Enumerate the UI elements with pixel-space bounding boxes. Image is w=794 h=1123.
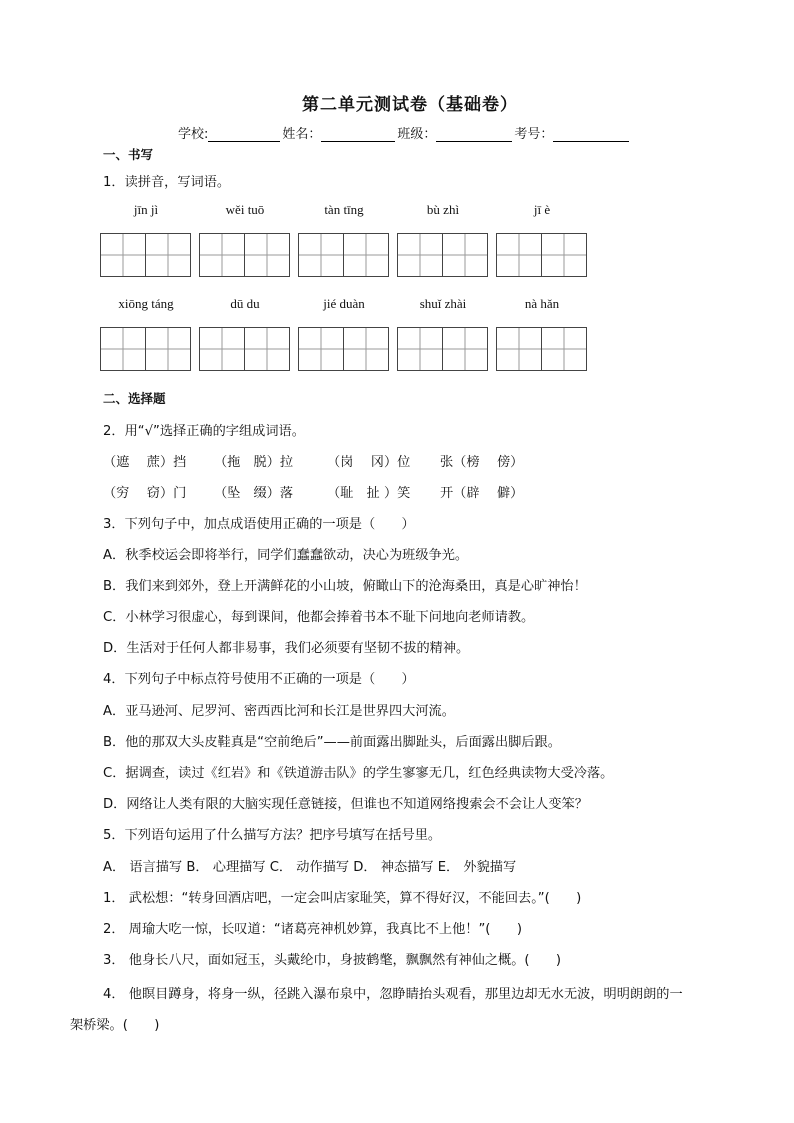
number-blank[interactable] xyxy=(553,127,629,142)
class-blank[interactable] xyxy=(436,127,512,142)
school-blank[interactable] xyxy=(208,127,280,142)
q5-item-3: 3． 他身长八尺，面如冠玉，头戴纶巾，身披鹤氅，飘飘然有神仙之概。( ) xyxy=(103,953,562,968)
q5-methods: A． 语言描写 B． 心理描写 C． 动作描写 D． 神态描写 E． 外貌描写 xyxy=(103,860,517,875)
q5-item-1: 1． 武松想：“转身回酒店吧，一定会叫店家耻笑，算不得好汉，不能回去。”( ) xyxy=(103,891,582,906)
number-label: 考号： xyxy=(514,127,554,142)
pinyin: xiōng táng xyxy=(118,296,174,311)
word-choice: （坠 缀）落 xyxy=(214,486,294,501)
q4-option-a: A．亚马逊河、尼罗河、密西西比河和长江是世界四大河流。 xyxy=(103,704,455,719)
writing-box[interactable] xyxy=(397,233,488,277)
student-info-line xyxy=(178,123,631,142)
word-choice: 开（辟 僻） xyxy=(440,486,524,501)
writing-box[interactable] xyxy=(397,327,488,371)
q4-option-d: D．网络让人类有限的大脑实现任意链接，但谁也不知道网络搜索会不会让人变笨？ xyxy=(103,797,588,812)
pinyin: tàn tīng xyxy=(324,202,364,217)
section-heading-writing: 一、书写 xyxy=(103,147,154,162)
q3-option-a: A．秋季校运会即将举行，同学们蠢蠢欲动，决心为班级争光。 xyxy=(103,548,469,563)
pinyin: dū du xyxy=(230,296,260,311)
pinyin: bù zhì xyxy=(426,202,460,217)
school-label: 学校: xyxy=(178,127,209,142)
question-1: 1．读拼音，写词语。 xyxy=(103,175,231,190)
writing-box[interactable] xyxy=(496,233,587,277)
pinyin: nà hǎn xyxy=(524,296,560,311)
pinyin-row-1 xyxy=(100,202,600,222)
word-choice: （岗 冈）位 xyxy=(327,455,411,470)
q3-option-c: C．小林学习很虚心，每到课间，他都会捧着书本不耻下问地向老师请教。 xyxy=(103,610,535,625)
name-label: 姓名： xyxy=(282,127,322,142)
question-5: 5．下列语句运用了什么描写方法？把序号填写在括号里。 xyxy=(103,828,442,843)
q5-item-4: 4． 他瞑目蹲身，将身一纵，径跳入瀑布泉中，忽睁睛抬头观看，那里边却无水无波，明明朗朗的一 xyxy=(103,987,683,1002)
q4-option-b: B．他的那双大头皮鞋真是“空前绝后”——前面露出脚趾头，后面露出脚后跟。 xyxy=(103,735,561,750)
question-3: 3．下列句子中，加点成语使用正确的一项是（ ） xyxy=(103,517,415,532)
question-2: 2．用“√”选择正确的字组成词语。 xyxy=(103,424,305,439)
word-choice: （拖 脱）拉 xyxy=(214,455,294,470)
writing-box[interactable] xyxy=(199,327,290,371)
word-choice: （耻 扯 ）笑 xyxy=(327,486,411,501)
writing-box[interactable] xyxy=(298,327,389,371)
word-choice: （遮 蔗）挡 xyxy=(103,455,187,470)
class-label: 班级： xyxy=(397,127,437,142)
section-heading-choice: 二、选择题 xyxy=(103,391,166,406)
q5-item-4-continued: 架桥梁。( ) xyxy=(70,1018,160,1033)
name-blank[interactable] xyxy=(321,127,395,142)
writing-box[interactable] xyxy=(199,233,290,277)
pinyin: jī è xyxy=(533,202,551,217)
writing-box[interactable] xyxy=(496,327,587,371)
writing-box[interactable] xyxy=(100,327,191,371)
page-title: 第二单元测试卷（基础卷） xyxy=(302,95,518,115)
q4-option-c: C．据调查，读过《红岩》和《铁道游击队》的学生寥寥无几，红色经典读物大受冷落。 xyxy=(103,766,614,781)
question-4: 4．下列句子中标点符号使用不正确的一项是（ ） xyxy=(103,672,415,687)
word-choice: 张（榜 傍） xyxy=(440,455,524,470)
q3-option-b: B．我们来到郊外，登上开满鲜花的小山坡，俯瞰山下的沧海桑田，真是心旷神怡！ xyxy=(103,579,587,594)
pinyin: jié duàn xyxy=(323,296,365,311)
pinyin-row-2 xyxy=(100,296,600,316)
pinyin: jīn jì xyxy=(133,202,159,217)
word-choice: （穷 窃）门 xyxy=(103,486,187,501)
writing-box[interactable] xyxy=(298,233,389,277)
q5-item-2: 2． 周瑜大吃一惊，长叹道：“诸葛亮神机妙算，我真比不上他！”( ) xyxy=(103,922,522,937)
pinyin: wěi tuō xyxy=(225,202,265,217)
pinyin: shuǐ zhài xyxy=(419,296,467,311)
q3-option-d: D．生活对于任何人都非易事，我们必须要有坚韧不拔的精神。 xyxy=(103,641,470,656)
writing-box[interactable] xyxy=(100,233,191,277)
